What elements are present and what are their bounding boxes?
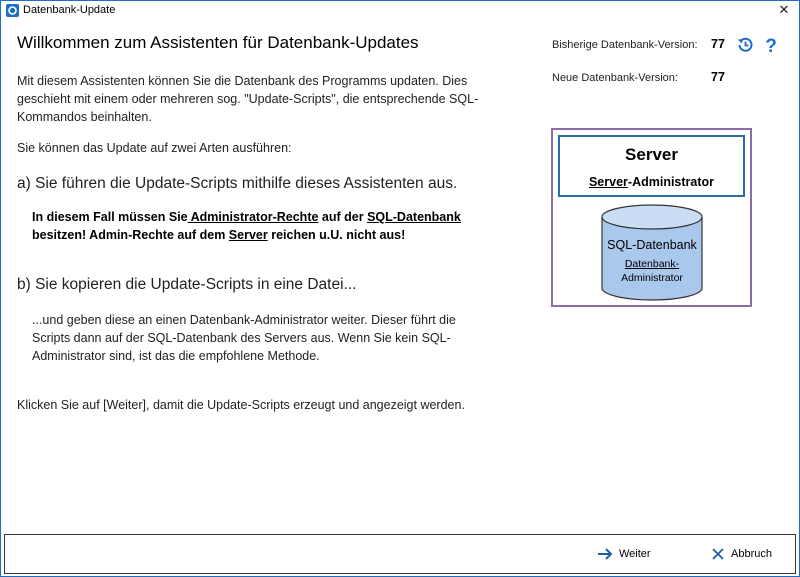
cancel-button-label: Abbruch: [731, 548, 772, 560]
app-icon: [6, 4, 19, 17]
intro-text: [17, 72, 478, 126]
new-version-value: 77: [711, 70, 725, 84]
db-title: SQL-Datenbank: [607, 238, 697, 252]
button-bar: [4, 534, 796, 574]
help-icon[interactable]: [761, 35, 781, 55]
cancel-button[interactable]: [711, 544, 772, 564]
option-b-line: Administrator sind, ist das die empfohlene Methode.: [32, 349, 320, 363]
window-title: Datenbank-Update: [23, 4, 116, 16]
option-b-line: ...und geben diese an einen Datenbank-Administrator weiter. Dieser führt die: [32, 313, 456, 327]
database-icon: [600, 204, 704, 302]
close-icon[interactable]: ✕: [778, 3, 790, 18]
new-version-label: Neue Datenbank-Version:: [552, 72, 678, 84]
option-a-heading: a) Sie führen die Update-Scripts mithilfe dieses Assistenten aus.: [17, 175, 458, 192]
db-admin-text: Datenbank-: [624, 258, 680, 270]
warning-text: Server: [228, 228, 268, 242]
x-icon: [711, 547, 725, 561]
option-b-line: Scripts dann auf der SQL-Datenbank des Servers aus. Wenn Sie kein SQL-: [32, 331, 451, 345]
db-admin-label: [600, 257, 704, 285]
server-admin-label: [560, 175, 743, 189]
title-bar: [1, 1, 799, 21]
intro-line: Mit diesem Assistenten können Sie die Datenbank des Programms updaten. Dies: [17, 74, 468, 88]
history-icon[interactable]: [735, 35, 755, 55]
content-area: [1, 21, 799, 534]
intro-line: Kommandos beinhalten.: [17, 110, 152, 124]
server-title: Server: [625, 145, 678, 164]
old-version-label: Bisherige Datenbank-Version:: [552, 39, 698, 51]
arrow-right-icon: [597, 547, 613, 561]
warning-text: SQL-Datenbank: [367, 210, 461, 224]
page-title: Willkommen zum Assistenten für Datenbank-Updates: [17, 33, 419, 52]
warning-text: Administrator-Rechte: [187, 210, 319, 224]
warning-text: auf der: [318, 210, 368, 224]
warning-text: reichen u.U. nicht aus!: [267, 228, 406, 242]
warning-text: besitzen! Admin-Rechte auf dem: [32, 228, 229, 242]
server-diagram: [551, 128, 752, 307]
option-b-text: [32, 311, 456, 365]
server-box: [558, 135, 745, 197]
server-admin-text: -Administrator: [627, 175, 715, 189]
next-hint: Klicken Sie auf [Weiter], damit die Update-Scripts erzeugt und angezeigt werden.: [17, 398, 465, 412]
option-b-heading: b) Sie kopieren die Update-Scripts in eine Datei...: [17, 276, 357, 293]
svg-text:?: ?: [765, 36, 777, 55]
old-version-value: 77: [711, 37, 725, 51]
server-admin-text: Server: [588, 175, 628, 189]
next-button-label: Weiter: [619, 548, 651, 560]
next-button[interactable]: [597, 544, 651, 564]
warning-text: In diesem Fall müssen Sie: [32, 210, 188, 224]
db-admin-text: Administrator: [621, 272, 683, 284]
ways-text: Sie können das Update auf zwei Arten ausführen:: [17, 141, 292, 155]
option-a-warning: [32, 208, 502, 244]
intro-line: geschieht mit einem oder mehreren sog. "Update-Scripts", die entsprechende SQL-: [17, 92, 479, 106]
